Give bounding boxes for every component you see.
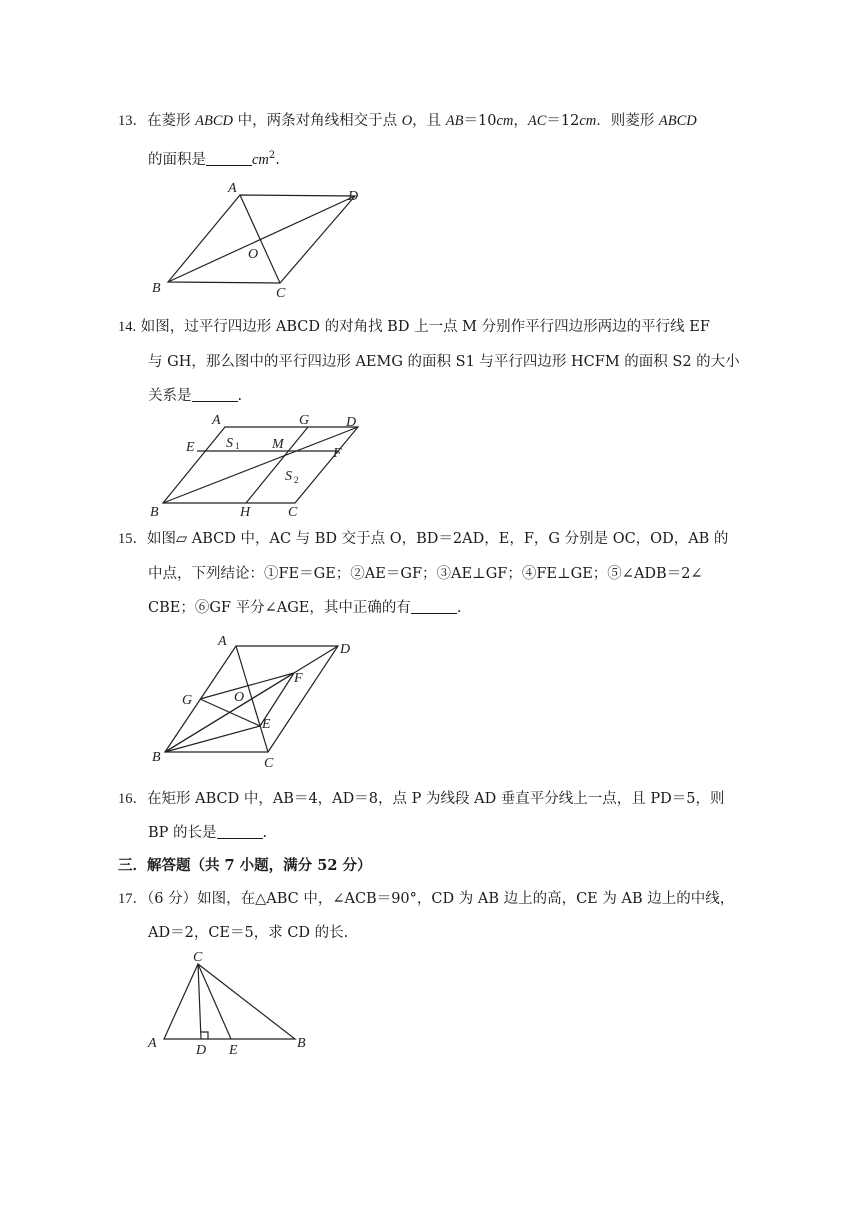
label-o: O (248, 247, 259, 262)
label-s2: S (285, 469, 292, 484)
answer-blank (411, 599, 457, 614)
q17-line-2: AD＝2，CE＝5，求 CD 的长. (148, 925, 349, 941)
q15-line-2: 中点，下列结论：①FE＝GE；②AE＝GF；③AE⊥GF；④FE⊥GE；⑤∠ADB＝2∠ (148, 566, 703, 582)
q13-line-1: 13．在菱形 ABCD 中，两条对角线相交于点 O，且 AB＝10cm，AC＝12cm．则菱形 ABCD (118, 113, 697, 129)
section-heading: 三．解答题（共 7 小题，满分 52 分） (118, 857, 372, 874)
triangle-abc (164, 964, 295, 1039)
label-e: E (229, 1043, 238, 1058)
label-f: F (333, 446, 342, 461)
answer-blank (206, 151, 252, 166)
label-d: D (348, 189, 359, 204)
diagonal-bd (168, 196, 355, 282)
segment-bf (165, 673, 294, 752)
label-c: C (193, 950, 203, 965)
label-e: E (262, 717, 271, 732)
q15-line-1: 15．如图▱ ABCD 中，AC 与 BD 交于点 O，BD＝2AD，E，F，G 分别是 OC，OD，AB 的 (118, 531, 729, 547)
label-s1-sub: 1 (235, 441, 240, 451)
median-ce (198, 964, 231, 1039)
label-f: F (294, 671, 303, 686)
q13-line-2: 的面积是 $cm^2$. (148, 150, 280, 168)
diagonal-bd (163, 427, 358, 503)
answer-blank (192, 387, 238, 402)
answer-blank (217, 824, 263, 839)
q17-triangle-figure (145, 948, 325, 1058)
altitude-cd (198, 964, 201, 1039)
label-a: A (148, 1036, 157, 1051)
label-b: B (297, 1036, 306, 1051)
q14-line-3: 关系是 . (148, 388, 243, 404)
label-a: A (228, 181, 237, 196)
label-a: A (218, 634, 227, 649)
q14-line-1: 14. 如图，过平行四边形 ABCD 的对角找 BD 上一点 M 分别作平行四边形两边的平行线 EF (118, 319, 710, 335)
label-a: A (212, 413, 221, 428)
label-b: B (152, 281, 161, 296)
q16-line-1: 16．在矩形 ABCD 中，AB＝4，AD＝8，点 P 为线段 AD 垂直平分线上一点，且 PD＝5，则 (118, 791, 725, 807)
q14-line-2: 与 GH，那么图中的平行四边形 AEMG 的面积 S1 与平行四边形 HCFM 的面积 S2 的大小 (148, 354, 740, 370)
label-c: C (276, 286, 286, 301)
label-g: G (299, 413, 310, 428)
label-c: C (264, 756, 274, 771)
label-b: B (150, 505, 159, 520)
label-e: E (186, 440, 195, 455)
q16-line-2: BP 的长是 . (148, 825, 268, 841)
q17-line-1: 17．（6 分）如图，在△ABC 中，∠ACB＝90°，CD 为 AB 边上的高，CE 为 AB 边上的中线， (118, 891, 735, 907)
label-s1: S (226, 436, 233, 451)
q14-parallelogram-figure (150, 410, 380, 520)
label-m: M (272, 437, 284, 452)
diagonal-ac (240, 195, 280, 283)
label-d: D (196, 1043, 207, 1058)
label-d: D (346, 415, 357, 430)
label-c: C (288, 505, 298, 520)
label-o: O (234, 690, 245, 705)
q15-line-3: CBE；⑥GF 平分∠AGE，其中正确的有 . (148, 600, 462, 616)
label-s2-sub: 2 (294, 475, 299, 485)
label-g: G (182, 693, 193, 708)
q15-parallelogram-figure (150, 628, 370, 773)
label-d: D (340, 642, 351, 657)
label-b: B (152, 750, 161, 765)
right-angle-mark (201, 1032, 208, 1039)
label-h: H (240, 505, 251, 520)
q13-rhombus-figure (150, 180, 370, 300)
